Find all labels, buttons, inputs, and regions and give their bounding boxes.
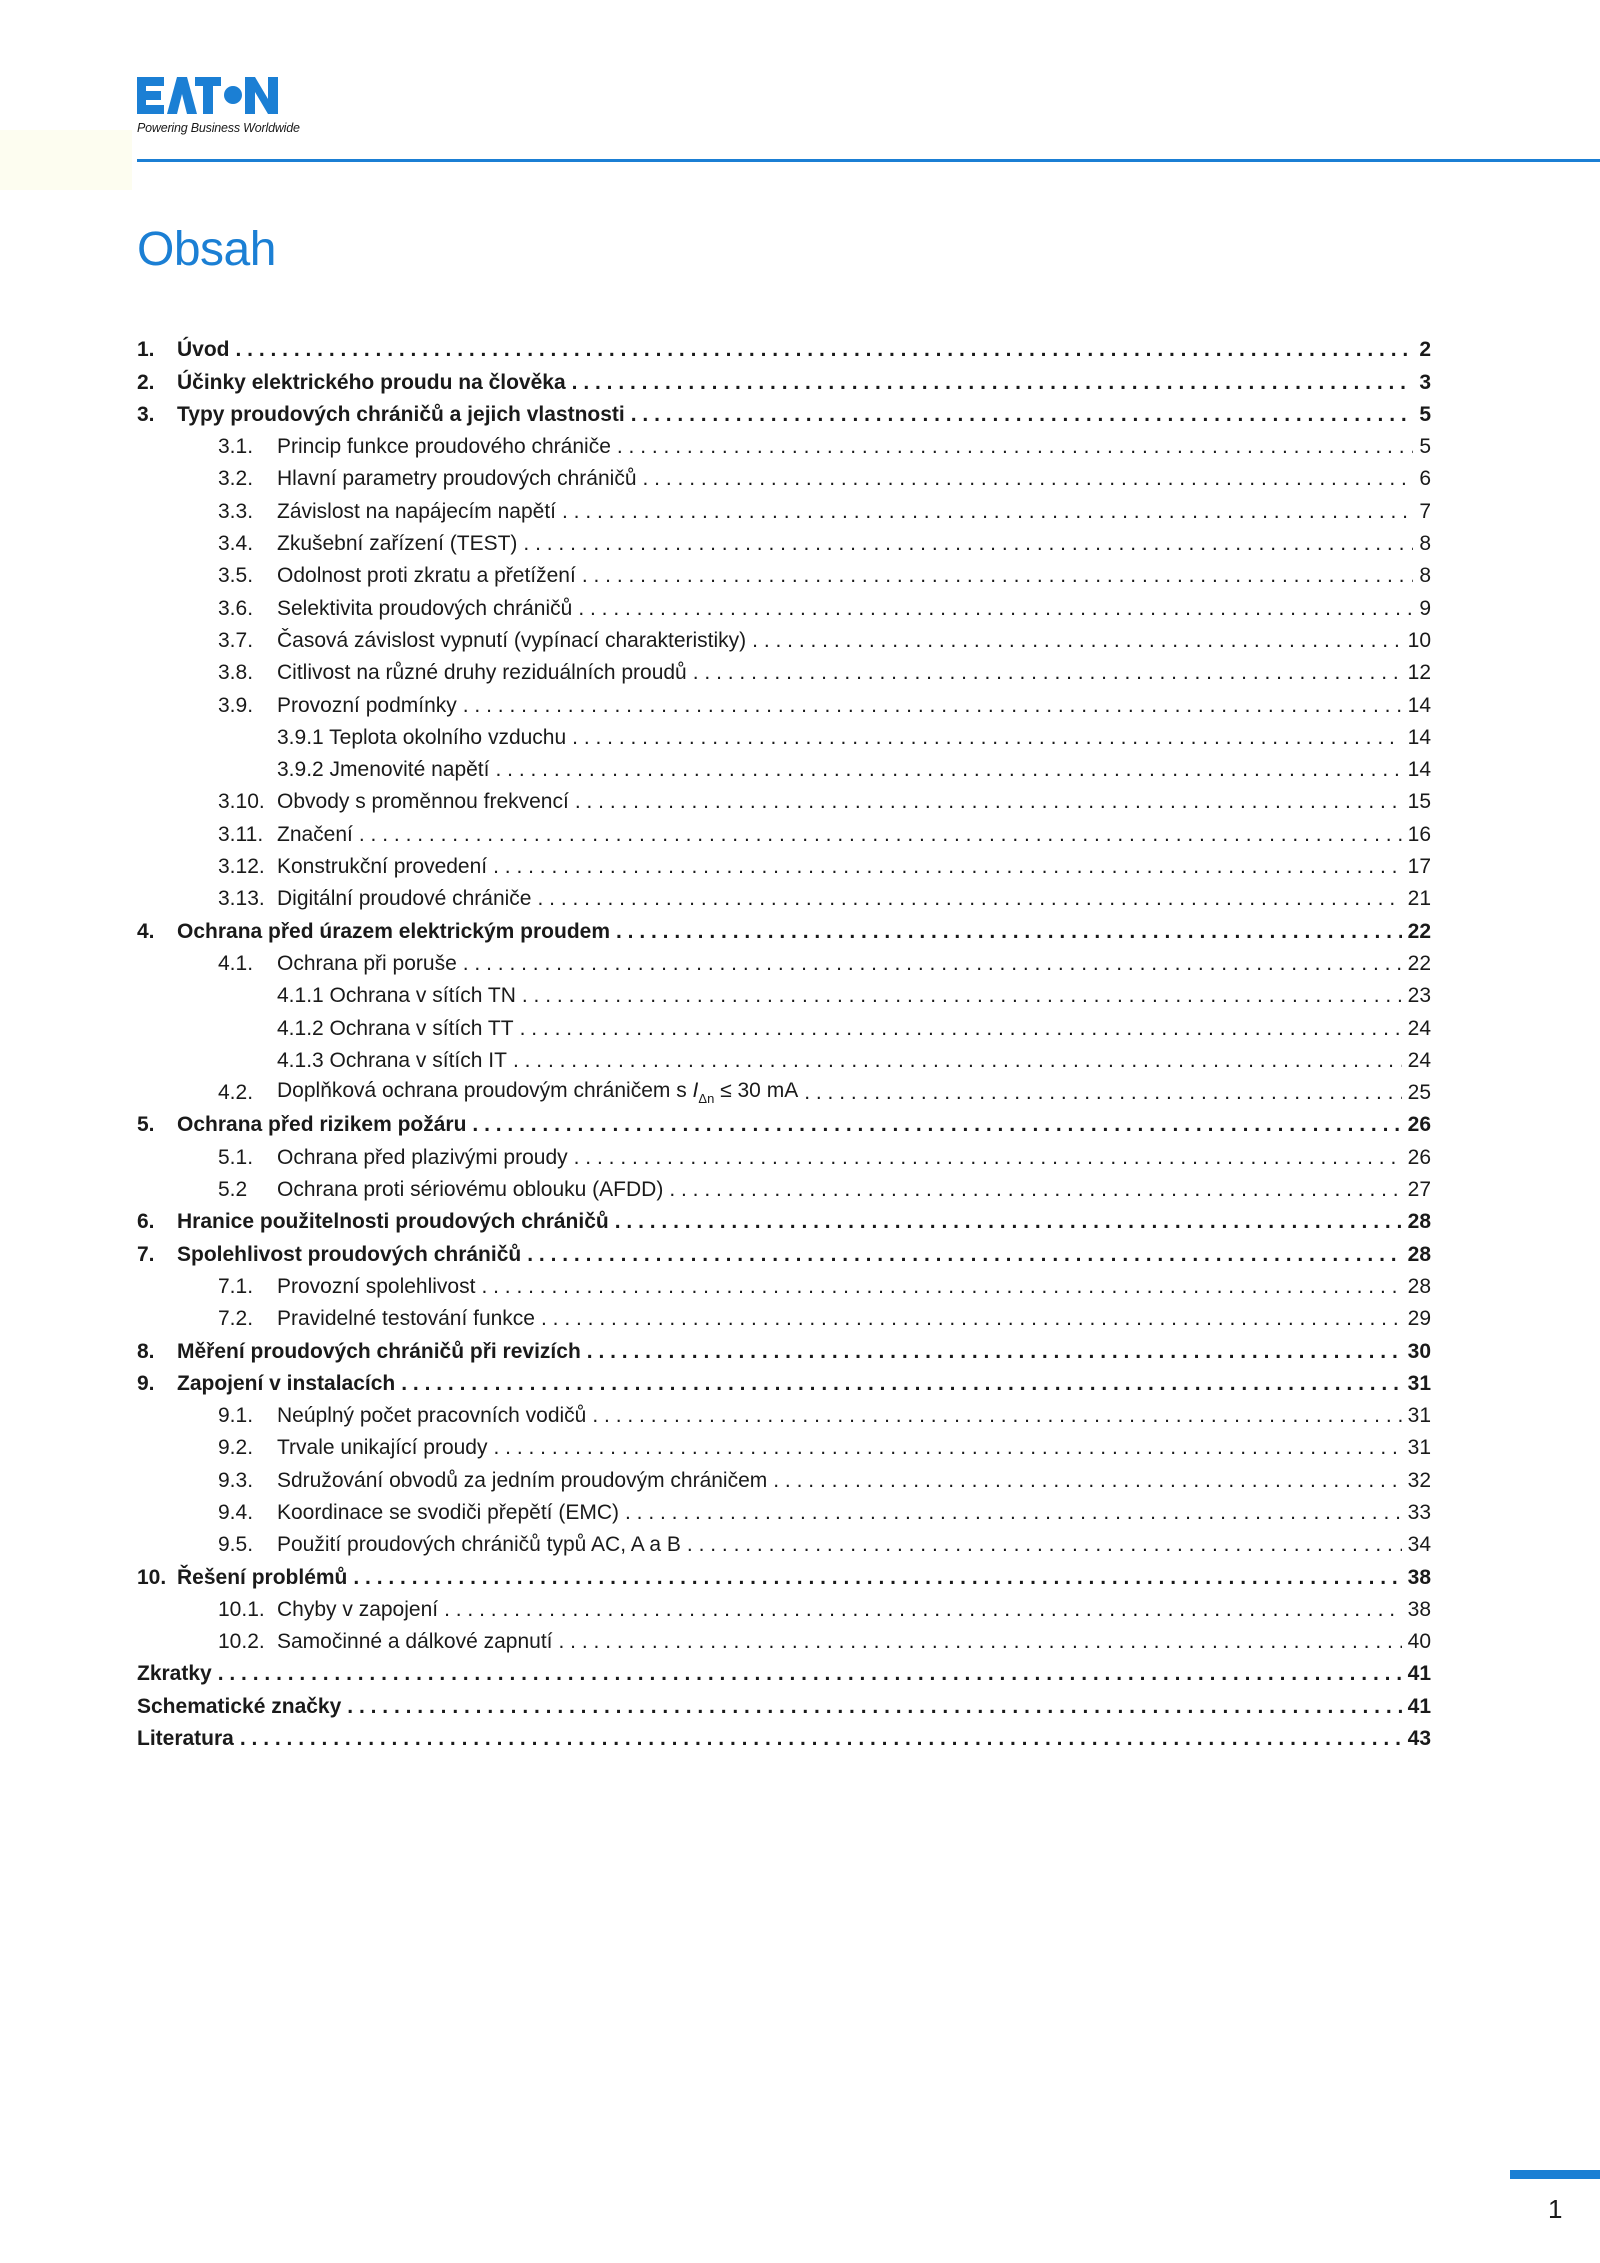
dot-leader: [574, 1146, 1402, 1170]
toc-entry-page: 14: [1407, 758, 1431, 782]
toc-entry-page: 3: [1419, 370, 1431, 394]
dot-leader: [578, 597, 1413, 621]
toc-entry-page: 38: [1407, 1565, 1431, 1589]
toc-entry-number: 3.3.: [218, 499, 254, 523]
dot-leader: [495, 758, 1401, 782]
toc-entry-page: 12: [1407, 661, 1431, 685]
toc-entry-label-text: Schematické značky: [137, 1694, 342, 1718]
toc-entry[interactable]: [137, 944, 1431, 976]
toc-entry-page: 24: [1407, 1016, 1431, 1040]
toc-entry-label: [277, 1079, 798, 1105]
toc-entry[interactable]: [137, 588, 1431, 620]
dot-leader: [522, 984, 1402, 1008]
toc-entry-label-text: Chyby v zapojení: [277, 1597, 439, 1621]
toc-entry-label: [277, 1017, 514, 1041]
toc-entry-number: 9.2.: [218, 1436, 254, 1460]
toc-entry-label-text: Hlavní parametry proudových chráničů: [277, 467, 637, 491]
toc-entry-page: 6: [1419, 467, 1431, 491]
toc-entry-label: [277, 1436, 487, 1460]
toc-entry-label: [177, 371, 566, 395]
toc-entry-page: 28: [1407, 1210, 1431, 1234]
dot-leader: [463, 952, 1402, 976]
toc-entry[interactable]: [137, 427, 1431, 459]
toc-entry[interactable]: [137, 1008, 1431, 1040]
toc-entry[interactable]: [137, 1299, 1431, 1331]
toc-entry-label-text: Použití proudových chráničů typů AC, A a B: [277, 1533, 681, 1557]
toc-entry-label-text: Ochrana při poruše: [277, 951, 457, 975]
toc-entry-page: 25: [1407, 1081, 1431, 1105]
toc-entry[interactable]: [137, 362, 1431, 394]
toc-entry[interactable]: [137, 911, 1431, 943]
toc-entry[interactable]: [137, 976, 1431, 1008]
toc-entry-label-text: Řešení problémů: [177, 1565, 348, 1589]
toc-entry[interactable]: [137, 1267, 1431, 1299]
toc-entry-label-text: Hranice použitelnosti proudových chráničů: [177, 1210, 609, 1234]
footer-accent-bar: [1510, 2170, 1600, 2179]
toc-entry-number: 4.: [137, 919, 155, 943]
toc-entry-number: 3.7.: [218, 628, 254, 652]
toc-entry[interactable]: [137, 750, 1431, 782]
dot-leader: [493, 855, 1402, 879]
toc-entry-page: 22: [1407, 919, 1431, 943]
toc-entry-page: 38: [1407, 1597, 1431, 1621]
toc-entry-label: [277, 564, 576, 588]
dot-leader: [572, 371, 1414, 395]
toc-entry-page: 33: [1407, 1500, 1431, 1524]
toc-entry[interactable]: [137, 1234, 1431, 1266]
toc-entry-number: 3.1.: [218, 435, 254, 459]
toc-entry-page: 30: [1407, 1339, 1431, 1363]
toc-entry-label: [277, 1049, 507, 1073]
toc-entry-label-text: Ochrana před rizikem požáru: [177, 1113, 467, 1137]
toc-entry[interactable]: [137, 718, 1431, 750]
toc-entry-page: 31: [1407, 1404, 1431, 1428]
toc-entry[interactable]: [137, 1686, 1431, 1718]
toc-entry-label: [277, 1501, 619, 1525]
toc-entry-number: 3.9.: [218, 693, 254, 717]
dot-leader: [693, 661, 1402, 685]
toc-entry[interactable]: [137, 782, 1431, 814]
toc-entry-label-text: Závislost na napájecím napětí: [277, 499, 556, 523]
dot-leader: [463, 694, 1402, 718]
toc-entry-label: [177, 1210, 609, 1234]
dot-leader: [643, 467, 1414, 491]
toc-entry-label-text: Zkratky: [137, 1662, 212, 1686]
toc-entry-label-text: Konstrukční provedení: [277, 855, 488, 879]
toc-entry-number: 9.3.: [218, 1468, 254, 1492]
toc-entry-page: 5: [1419, 435, 1431, 459]
toc-entry-label: [277, 1307, 535, 1331]
dot-leader: [687, 1533, 1402, 1557]
toc-entry-label: [277, 1533, 681, 1557]
toc-entry-label: [277, 1404, 586, 1428]
page-title: Obsah: [137, 223, 276, 276]
table-of-contents: [137, 330, 1431, 1751]
toc-entry-label-text: Digitální proudové chrániče: [277, 887, 532, 911]
toc-entry[interactable]: [137, 491, 1431, 523]
toc-entry-label: [277, 790, 569, 814]
dot-leader: [236, 338, 1414, 362]
dot-leader: [513, 1049, 1402, 1073]
toc-entry-number: 3.6.: [218, 596, 254, 620]
toc-entry-label: [177, 1340, 581, 1364]
dot-leader: [631, 403, 1414, 427]
toc-entry[interactable]: [137, 1460, 1431, 1492]
dot-leader: [537, 887, 1401, 911]
toc-entry-label: [277, 694, 457, 718]
toc-entry-page: 26: [1407, 1113, 1431, 1137]
dot-leader: [444, 1598, 1402, 1622]
toc-entry-number: 3.: [137, 402, 155, 426]
dot-leader: [575, 790, 1402, 814]
toc-entry[interactable]: [137, 1590, 1431, 1622]
toc-entry-label-text: Citlivost na různé druhy reziduálních proudů: [277, 661, 687, 685]
toc-entry-page: 34: [1407, 1533, 1431, 1557]
toc-entry-page: 40: [1407, 1630, 1431, 1654]
toc-entry[interactable]: [137, 459, 1431, 491]
toc-entry-label-text: 3.9.1 Teplota okolního vzduchu: [277, 725, 567, 749]
toc-entry-label: [277, 1630, 553, 1654]
toc-entry-number: 9.4.: [218, 1500, 254, 1524]
toc-entry-label: [277, 597, 572, 621]
toc-entry-page: 5: [1419, 402, 1431, 426]
toc-entry-page: 16: [1407, 822, 1431, 846]
toc-entry-label: [277, 467, 637, 491]
toc-entry-page: 8: [1419, 532, 1431, 556]
toc-entry-number: 3.11.: [218, 822, 264, 846]
toc-entry-number: 10.: [137, 1565, 167, 1589]
toc-entry-subscript: Δn: [698, 1091, 715, 1107]
toc-entry-label-text: Samočinné a dálkové zapnutí: [277, 1630, 553, 1654]
toc-entry-label-text: Princip funkce proudového chrániče: [277, 435, 611, 459]
toc-entry[interactable]: [137, 879, 1431, 911]
toc-entry-page: 41: [1407, 1662, 1431, 1686]
logo-tagline: Powering Business Worldwide: [137, 121, 300, 135]
toc-entry-label: [137, 1662, 212, 1686]
toc-entry-label: [277, 435, 611, 459]
toc-entry-number: 9.: [137, 1371, 155, 1395]
toc-entry-label: [137, 1695, 341, 1719]
toc-entry-label: [177, 403, 625, 427]
dot-leader: [592, 1404, 1401, 1428]
toc-entry-label-text: Ochrana před plazivými proudy: [277, 1145, 568, 1169]
dot-leader: [617, 435, 1413, 459]
toc-entry-page: 8: [1419, 564, 1431, 588]
toc-entry-label-text: 4.1.2 Ochrana v sítích TT: [277, 1016, 514, 1040]
toc-entry-number: 6.: [137, 1210, 155, 1234]
toc-entry-number: 7.1.: [218, 1274, 254, 1298]
dot-leader: [541, 1307, 1402, 1331]
toc-entry-page: 31: [1407, 1436, 1431, 1460]
toc-entry-label: [277, 952, 457, 976]
toc-entry-number: 3.4.: [218, 532, 254, 556]
toc-entry-page: 29: [1407, 1307, 1431, 1331]
toc-entry-label-text: Obvody s proměnnou frekvencí: [277, 790, 569, 814]
toc-entry-page: 27: [1407, 1178, 1431, 1202]
toc-entry[interactable]: [137, 621, 1431, 653]
toc-entry[interactable]: [137, 1396, 1431, 1428]
toc-entry-label-text: Časová závislost vypnutí (vypínací charakteristiky): [277, 628, 747, 652]
toc-entry-number: 3.10.: [218, 790, 265, 814]
dot-leader: [616, 920, 1402, 944]
dot-leader: [559, 1630, 1402, 1654]
toc-entry[interactable]: [137, 1073, 1431, 1105]
toc-entry[interactable]: [137, 330, 1431, 362]
toc-entry-label-text: Typy proudových chráničů a jejich vlastnosti: [177, 402, 625, 426]
toc-entry-page: 41: [1407, 1694, 1431, 1718]
toc-entry-label-text: Značení: [277, 822, 353, 846]
dot-leader: [773, 1469, 1401, 1493]
toc-entry-number: 3.5.: [218, 564, 254, 588]
toc-entry-label: [277, 758, 489, 782]
toc-entry[interactable]: [137, 556, 1431, 588]
toc-entry-number: 7.: [137, 1242, 155, 1266]
toc-entry-number: 3.8.: [218, 661, 254, 685]
dot-leader: [347, 1695, 1401, 1719]
toc-entry[interactable]: [137, 814, 1431, 846]
toc-entry-page: 28: [1407, 1242, 1431, 1266]
toc-entry[interactable]: [137, 1493, 1431, 1525]
dot-leader: [752, 629, 1401, 653]
toc-entry-number: 5.: [137, 1113, 155, 1137]
dot-leader: [493, 1436, 1401, 1460]
toc-entry-page: 15: [1407, 790, 1431, 814]
toc-entry[interactable]: [137, 1525, 1431, 1557]
toc-entry-label-text: 3.9.2 Jmenovité napětí: [277, 758, 490, 782]
dot-leader: [240, 1727, 1402, 1751]
dot-leader: [218, 1662, 1402, 1686]
dot-leader: [804, 1081, 1401, 1105]
toc-entry[interactable]: [137, 653, 1431, 685]
dot-leader: [520, 1017, 1402, 1041]
toc-entry[interactable]: [137, 524, 1431, 556]
toc-entry-label: [277, 629, 746, 653]
dot-leader: [353, 1566, 1401, 1590]
toc-entry-number: 5.1.: [218, 1145, 254, 1169]
toc-entry-number: 7.2.: [218, 1307, 254, 1331]
toc-entry[interactable]: [137, 1622, 1431, 1654]
dot-leader: [615, 1210, 1402, 1234]
toc-entry-label: [277, 726, 566, 750]
dot-leader: [359, 823, 1402, 847]
toc-entry-label: [277, 1146, 568, 1170]
toc-entry-label: [277, 887, 531, 911]
toc-entry-page: 14: [1407, 693, 1431, 717]
corner-highlight: [0, 130, 132, 190]
toc-entry-page: 7: [1419, 499, 1431, 523]
toc-entry-label-text: Odolnost proti zkratu a přetížení: [277, 564, 576, 588]
toc-entry[interactable]: [137, 1137, 1431, 1169]
toc-entry-number: 5.2: [218, 1178, 248, 1202]
toc-entry[interactable]: [137, 1170, 1431, 1202]
toc-entry-label: [177, 1113, 466, 1137]
dot-leader: [582, 564, 1413, 588]
toc-entry-page: 14: [1407, 725, 1431, 749]
toc-entry[interactable]: [137, 1041, 1431, 1073]
toc-entry-number: 2.: [137, 370, 155, 394]
toc-entry-label: [277, 1598, 438, 1622]
toc-entry-label: [277, 984, 516, 1008]
toc-entry-page: 17: [1407, 855, 1431, 879]
toc-entry-label: [277, 855, 487, 879]
toc-entry-number: 9.1.: [218, 1404, 254, 1428]
header-rule: [137, 159, 1600, 162]
toc-entry-label-text: Ochrana proti sériovému oblouku (AFDD): [277, 1178, 664, 1202]
toc-entry-label: [177, 1243, 521, 1267]
toc-entry[interactable]: [137, 1428, 1431, 1460]
dot-leader: [523, 532, 1413, 556]
toc-entry[interactable]: [137, 1202, 1431, 1234]
toc-entry[interactable]: [137, 847, 1431, 879]
toc-entry-page: 23: [1407, 984, 1431, 1008]
dot-leader: [625, 1501, 1402, 1525]
toc-entry-label-text: Ochrana před úrazem elektrickým proudem: [177, 919, 610, 943]
toc-entry-label: [277, 823, 353, 847]
toc-entry-page: 31: [1407, 1371, 1431, 1395]
toc-entry-label-text: Měření proudových chráničů při revizích: [177, 1339, 581, 1363]
toc-entry-label-text: Pravidelné testování funkce: [277, 1307, 535, 1331]
toc-entry-number: 3.13.: [218, 887, 265, 911]
toc-entry-number: 3.2.: [218, 467, 254, 491]
dot-leader: [572, 726, 1401, 750]
toc-entry-symbol: I: [692, 1079, 699, 1103]
toc-entry-label: [137, 1727, 234, 1751]
toc-entry[interactable]: [137, 1557, 1431, 1589]
toc-entry-number: 1.: [137, 338, 155, 362]
toc-entry-label-text: 4.1.1 Ochrana v sítích TN: [277, 984, 516, 1008]
toc-entry-page: 43: [1407, 1727, 1431, 1751]
toc-entry-page: 28: [1407, 1274, 1431, 1298]
toc-entry-label-text: Provozní podmínky: [277, 693, 457, 717]
page-number: 1: [1548, 2194, 1563, 2224]
toc-entry-label-text: Selektivita proudových chráničů: [277, 596, 573, 620]
toc-entry-label-text: Účinky elektrického proudu na člověka: [177, 370, 566, 394]
toc-entry-label: [177, 920, 610, 944]
toc-entry-page: 22: [1407, 951, 1431, 975]
toc-entry[interactable]: [137, 1105, 1431, 1137]
toc-entry-page: 24: [1407, 1048, 1431, 1072]
toc-entry-page: 26: [1407, 1145, 1431, 1169]
toc-entry-label-text: Literatura: [137, 1727, 234, 1751]
toc-entry-label: [177, 1566, 347, 1590]
dot-leader: [587, 1340, 1402, 1364]
toc-entry-label-text: Neúplný počet pracovních vodičů: [277, 1404, 587, 1428]
toc-entry-label: [277, 1469, 767, 1493]
toc-entry[interactable]: [137, 1719, 1431, 1751]
toc-entry[interactable]: [137, 685, 1431, 717]
toc-entry-label-text: Úvod: [177, 338, 230, 362]
toc-entry-label-text: Zapojení v instalacích: [177, 1371, 396, 1395]
toc-entry-label: [277, 500, 556, 524]
dot-leader: [527, 1243, 1401, 1267]
dot-leader: [669, 1178, 1401, 1202]
toc-entry-label: [177, 1372, 395, 1396]
toc-entry-number: 3.12.: [218, 855, 265, 879]
toc-entry-label: [277, 1275, 475, 1299]
toc-entry-number: 8.: [137, 1339, 155, 1363]
toc-entry-label-text: Spolehlivost proudových chráničů: [177, 1242, 522, 1266]
toc-entry-number: 9.5.: [218, 1533, 254, 1557]
toc-entry-page: 32: [1407, 1468, 1431, 1492]
toc-entry-number: 4.2.: [218, 1081, 254, 1105]
toc-entry-label-text: Zkušební zařízení (TEST): [277, 532, 518, 556]
toc-entry-label-text: Koordinace se svodiči přepětí (EMC): [277, 1500, 619, 1524]
toc-entry-number: 4.1.: [218, 951, 254, 975]
toc-entry-label: [277, 1178, 663, 1202]
toc-entry-label-text: Doplňková ochrana proudovým chráničem s: [277, 1079, 693, 1103]
toc-entry-label-text: Trvale unikající proudy: [277, 1436, 488, 1460]
toc-entry-label: [177, 338, 230, 362]
dot-leader: [401, 1372, 1401, 1396]
toc-entry-label: [277, 661, 687, 685]
toc-entry-label-text: Provozní spolehlivost: [277, 1274, 476, 1298]
toc-entry-label-text: Sdružování obvodů za jedním proudovým chráničem: [277, 1468, 768, 1492]
toc-entry-label-tail: ≤ 30 mA: [714, 1079, 799, 1103]
dot-leader: [562, 500, 1413, 524]
toc-entry-page: 21: [1407, 887, 1431, 911]
toc-entry-page: 9: [1419, 596, 1431, 620]
dot-leader: [472, 1113, 1401, 1137]
toc-entry[interactable]: [137, 1364, 1431, 1396]
eaton-logo-mark: [137, 77, 279, 115]
toc-entry-number: 10.1.: [218, 1597, 265, 1621]
toc-entry[interactable]: [137, 1331, 1431, 1363]
toc-entry[interactable]: [137, 1654, 1431, 1686]
eaton-logo: [137, 77, 279, 115]
toc-entry-page: 2: [1419, 338, 1431, 362]
toc-entry-number: 10.2.: [218, 1630, 265, 1654]
toc-entry-page: 10: [1407, 628, 1431, 652]
toc-entry-label-text: 4.1.3 Ochrana v sítích IT: [277, 1048, 507, 1072]
toc-entry-label: [277, 532, 517, 556]
toc-entry[interactable]: [137, 395, 1431, 427]
dot-leader: [481, 1275, 1401, 1299]
